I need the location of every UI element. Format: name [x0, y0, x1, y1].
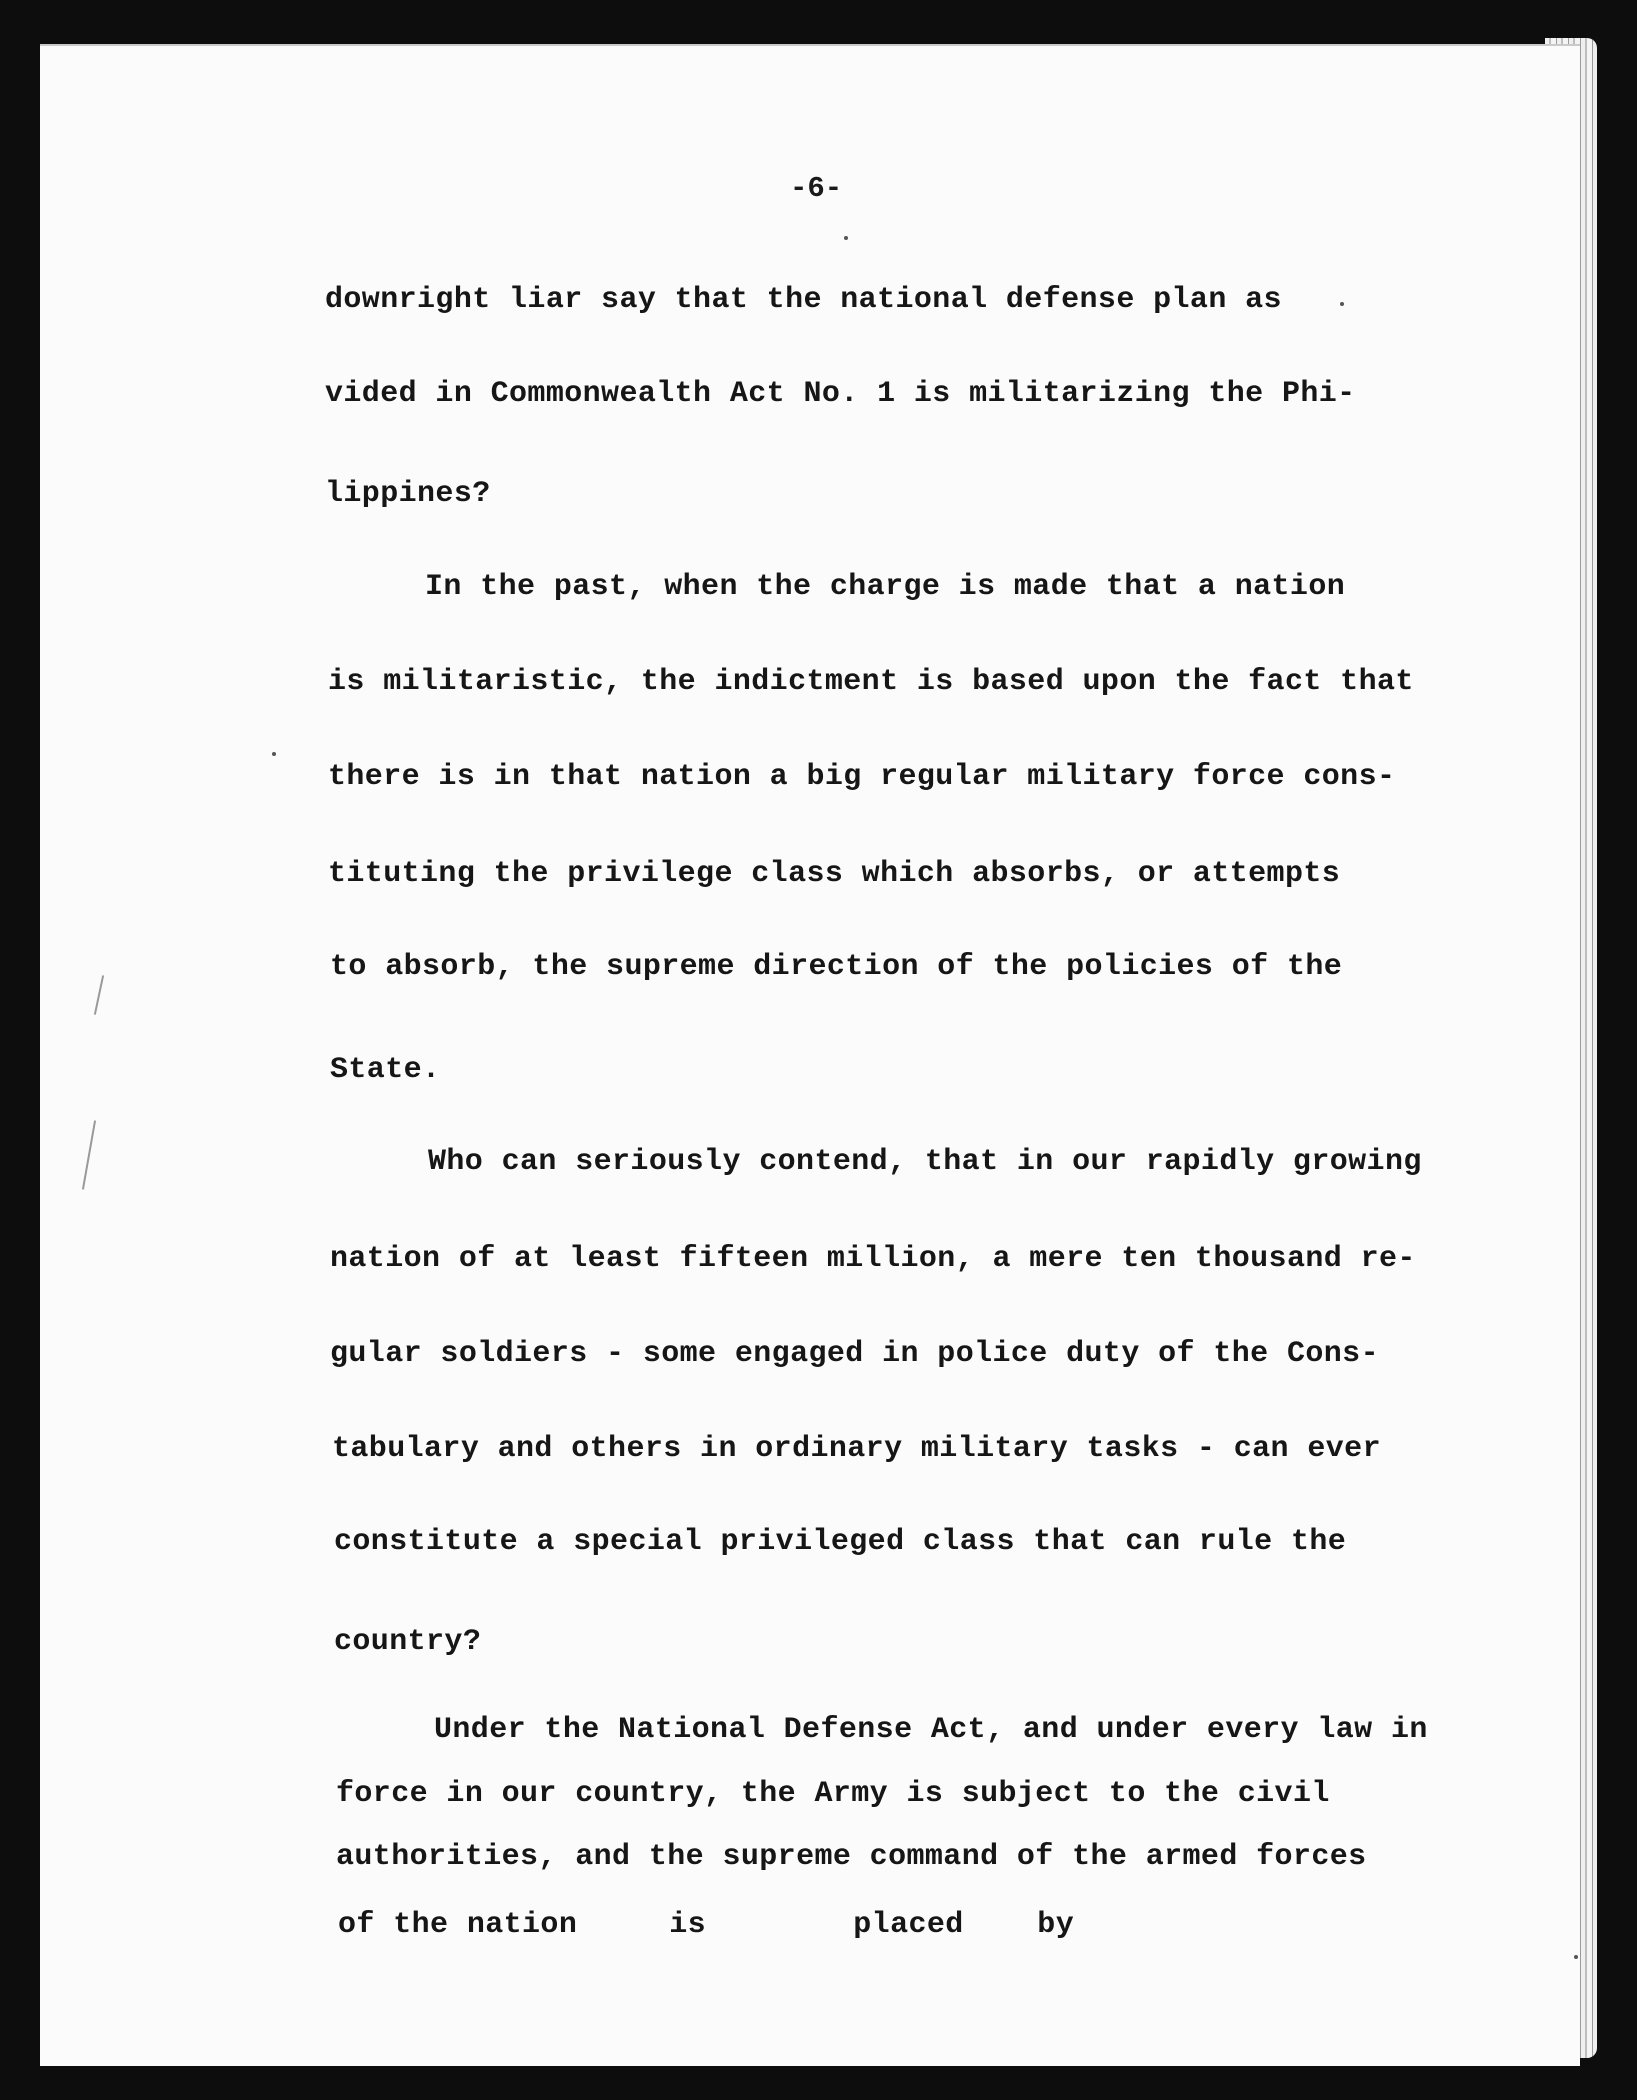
page-number: -6- [790, 172, 843, 205]
text-line: to absorb, the supreme direction of the policies of the [330, 950, 1343, 984]
text-line: downright liar say that the national defense plan as [325, 283, 1282, 317]
text-line: Under the National Defense Act, and under every law in [434, 1713, 1428, 1747]
text-line: In the past, when the charge is made that a nation [425, 570, 1346, 604]
text-line: Who can seriously contend, that in our rapidly growing [428, 1145, 1422, 1179]
text-line: there is in that nation a big regular military force cons- [328, 760, 1396, 794]
text-line: State. [330, 1053, 441, 1087]
ink-speck [1340, 302, 1344, 306]
text-line: vided in Commonwealth Act No. 1 is militarizing the Phi- [325, 377, 1356, 411]
text-line: country? [334, 1625, 482, 1659]
text-line: force in our country, the Army is subject to the civil [336, 1777, 1330, 1811]
text-line: lippines? [325, 477, 491, 511]
ink-speck [1574, 1955, 1578, 1959]
text-line: gular soldiers - some engaged in police duty of the Cons- [330, 1337, 1379, 1371]
text-line: authorities, and the supreme command of the armed forces [336, 1840, 1367, 1874]
paper-sheet [40, 44, 1580, 2066]
ink-speck [844, 236, 848, 240]
text-line: is militaristic, the indictment is based upon the fact that [328, 665, 1414, 699]
text-line: tabulary and others in ordinary military tasks - can ever [332, 1432, 1381, 1466]
text-line: constitute a special privileged class that can rule the [334, 1525, 1347, 1559]
ink-speck [272, 752, 276, 756]
text-line: of the nation is placed by [338, 1908, 1075, 1942]
text-line: tituting the privilege class which absorbs, or attempts [328, 857, 1341, 891]
text-line: nation of at least fifteen million, a mere ten thousand re- [330, 1242, 1416, 1276]
